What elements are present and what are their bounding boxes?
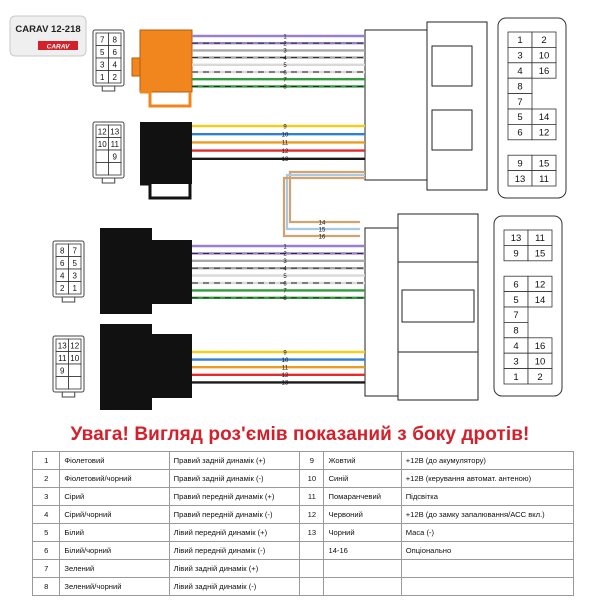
right-connector-pinouts — [494, 18, 566, 396]
pin-number: 3 — [100, 60, 105, 70]
pin-number: 1 — [513, 371, 519, 383]
legend-color2-cell: Червоний — [324, 506, 401, 524]
pin-number: 16 — [538, 66, 550, 77]
pin-number: 5 — [72, 258, 77, 268]
iso-plug-black-speaker — [100, 228, 192, 314]
wire-number-label: 15 — [318, 227, 326, 234]
wire-number-label: 4 — [283, 266, 287, 273]
legend-num2-cell: 11 — [300, 488, 324, 506]
pin-number: 9 — [513, 248, 519, 260]
legend-color-cell: Білий/чорний — [60, 542, 169, 560]
pin-number: 11 — [539, 173, 549, 185]
legend-color2-cell: Помаранчевий — [324, 488, 401, 506]
pin-number: 3 — [513, 356, 519, 368]
pinout-conn-d — [53, 336, 84, 397]
legend-num2-cell — [300, 542, 324, 560]
wire-number-label: 14 — [318, 220, 326, 227]
pin-number: 3 — [517, 50, 523, 62]
iso-plug-orange — [132, 30, 192, 106]
wire-number-label: 3 — [283, 259, 287, 266]
pin-number: 11 — [110, 139, 119, 149]
legend-row — [33, 524, 574, 542]
pin-number: 2 — [112, 72, 117, 82]
wire-number-label: 12 — [281, 373, 289, 380]
wire-number-label: 7 — [283, 77, 287, 84]
pinout-conn-b — [93, 122, 124, 183]
legend-num-cell: 8 — [33, 578, 60, 596]
wire-number-label: 2 — [283, 41, 287, 48]
legend-num2-cell: 13 — [300, 524, 324, 542]
wire-bundle — [192, 34, 365, 386]
wire-number-label: 1 — [283, 34, 287, 41]
pin-number: 9 — [60, 366, 65, 376]
legend-color-cell: Сірий/чорний — [60, 506, 169, 524]
legend-num2-cell — [300, 560, 324, 578]
legend-func-cell: Правий задній динамік (-) — [169, 470, 300, 488]
group-3-wires — [284, 172, 365, 240]
pin-number: 5 — [517, 112, 523, 124]
legend-func2-cell — [401, 560, 573, 578]
legend-num-cell: 7 — [33, 560, 60, 578]
pinout-vehicle-bottom — [494, 216, 562, 396]
wire-number-label: 8 — [283, 84, 287, 91]
vehicle-plug-top — [365, 22, 487, 190]
wire-number-label: 10 — [281, 357, 289, 364]
wire-number-label: 13 — [281, 157, 289, 164]
wire-number-label: 11 — [281, 365, 289, 372]
wire-legend-table — [32, 451, 574, 596]
wire-number-label: 8 — [283, 296, 287, 303]
pin-number: 7 — [517, 96, 523, 108]
wire-number-label: 9 — [283, 124, 287, 131]
pin-number: 11 — [535, 233, 545, 245]
legend-row — [33, 578, 574, 596]
legend-color2-cell: Жовтий — [324, 452, 401, 470]
pinout-conn-c — [53, 241, 84, 302]
pin-number: 7 — [513, 310, 519, 322]
legend-func-cell: Правий задній динамік (+) — [169, 452, 300, 470]
legend-color-cell: Сірий — [60, 488, 169, 506]
pin-number: 13 — [57, 341, 67, 351]
legend-num2-cell: 9 — [300, 452, 324, 470]
pin-number: 2 — [60, 283, 65, 293]
legend-color2-cell: Синій — [324, 470, 401, 488]
pin-number: 16 — [534, 341, 546, 352]
pin-number: 12 — [534, 279, 546, 291]
wire-number-label: 11 — [281, 140, 289, 147]
pin-number: 8 — [517, 81, 523, 93]
pin-number: 13 — [110, 127, 120, 137]
pin-number: 4 — [517, 66, 523, 77]
legend-func2-cell: +12В (до акумулятору) — [401, 452, 573, 470]
pinout-conn-a — [93, 30, 124, 91]
legend-func-cell: Лівий задній динамік (-) — [169, 578, 300, 596]
wire-number-label: 12 — [281, 148, 289, 155]
wire-14 — [290, 172, 365, 222]
legend-func2-cell — [401, 578, 573, 596]
legend-func-cell: Правий передній динамік (-) — [169, 506, 300, 524]
brand-logo: CARAV — [46, 43, 70, 51]
legend-color2-cell — [324, 560, 401, 578]
wire-number-label: 4 — [283, 55, 287, 62]
pin-number: 8 — [513, 325, 519, 337]
legend-color2-cell: Чорний — [324, 524, 401, 542]
wire-number-label: 5 — [283, 273, 287, 280]
pin-number: 10 — [70, 353, 80, 363]
wire-number-label: 7 — [283, 288, 287, 295]
wire-number-label: 9 — [283, 350, 287, 357]
pinout-vehicle-top — [498, 18, 566, 198]
pin-number: 10 — [97, 139, 107, 149]
pin-number: 5 — [513, 294, 519, 306]
legend-num-cell: 6 — [33, 542, 60, 560]
legend-row — [33, 506, 574, 524]
legend-num2-cell: 12 — [300, 506, 324, 524]
legend-row — [33, 470, 574, 488]
pin-number: 4 — [112, 60, 117, 70]
pin-number: 8 — [60, 246, 65, 256]
legend-color-cell: Білий — [60, 524, 169, 542]
pin-number: 7 — [72, 246, 77, 256]
model-text: CARAV 12-218 — [15, 24, 81, 35]
iso-plug-black-power — [100, 324, 192, 410]
wire-number-label: 2 — [283, 251, 287, 258]
pin-number: 12 — [538, 127, 550, 139]
pin-number: 6 — [60, 258, 65, 268]
pin-number: 1 — [100, 72, 105, 82]
legend-color-cell: Зелений — [60, 560, 169, 578]
pin-number: 6 — [513, 279, 519, 291]
pin-number: 4 — [513, 341, 519, 352]
legend-func2-cell: +12В (до замку запалювання/АСС вкл.) — [401, 506, 573, 524]
legend-row — [33, 488, 574, 506]
wire-number-label: 1 — [283, 244, 287, 251]
pin-number: 11 — [58, 353, 67, 363]
legend-func2-cell: Маса (-) — [401, 524, 573, 542]
legend-row — [33, 542, 574, 560]
legend-color-cell: Фіолетовий/чорний — [60, 470, 169, 488]
legend-func-cell: Лівий передній динамік (-) — [169, 542, 300, 560]
legend-color-cell: Фіолетовий — [60, 452, 169, 470]
legend-num-cell: 1 — [33, 452, 60, 470]
legend-color2-cell: 14-16 — [324, 542, 401, 560]
legend-func-cell: Правий передній динамік (+) — [169, 488, 300, 506]
pin-number: 10 — [534, 356, 546, 368]
legend-color2-cell — [324, 578, 401, 596]
pin-number: 14 — [534, 294, 546, 306]
pin-number: 4 — [60, 271, 65, 281]
pin-number: 7 — [100, 35, 105, 45]
wire-number-label: 6 — [283, 70, 287, 77]
pin-number: 5 — [100, 47, 105, 57]
wire-number-label: 5 — [283, 63, 287, 70]
legend-num-cell: 5 — [33, 524, 60, 542]
legend-row — [33, 452, 574, 470]
wire-number-label: 10 — [281, 132, 289, 139]
pin-number: 15 — [534, 248, 546, 260]
legend-func2-cell: Підсвітка — [401, 488, 573, 506]
vehicle-plug-bottom — [365, 214, 478, 400]
iso-plug-black-small — [140, 122, 192, 198]
legend-num-cell: 3 — [33, 488, 60, 506]
pin-number: 13 — [510, 233, 522, 245]
legend-num-cell: 4 — [33, 506, 60, 524]
wire-number-label: 16 — [318, 234, 326, 241]
pin-number: 2 — [541, 35, 547, 47]
pin-number: 1 — [517, 35, 523, 47]
legend-func2-cell: +12В (керування автомат. антеною) — [401, 470, 573, 488]
model-badge — [10, 16, 86, 56]
pin-number: 6 — [112, 47, 117, 57]
wire-number-label: 6 — [283, 281, 287, 288]
group-4-wires — [192, 244, 365, 302]
legend-row — [33, 560, 574, 578]
pin-number: 10 — [538, 50, 550, 62]
pin-number: 13 — [514, 173, 526, 185]
group-1-wires — [192, 34, 365, 90]
warning-text: Увага! Вигляд роз'ємів показаний з боку дротів! — [70, 424, 530, 445]
legend-num-cell: 2 — [33, 470, 60, 488]
pin-number: 9 — [517, 158, 523, 170]
pin-number: 12 — [97, 127, 107, 137]
pin-number: 12 — [70, 341, 80, 351]
legend-color-cell: Зелений/чорний — [60, 578, 169, 596]
pin-number: 2 — [537, 371, 543, 383]
legend-func-cell: Лівий передній динамік (+) — [169, 524, 300, 542]
pin-number: 14 — [538, 112, 550, 124]
legend-func-cell: Лівий задній динамік (+) — [169, 560, 300, 578]
legend-func2-cell: Опціонально — [401, 542, 573, 560]
wire-number-label: 3 — [283, 48, 287, 55]
group-2-wires — [192, 124, 365, 163]
wire-number-label: 13 — [281, 380, 289, 387]
legend-num2-cell — [300, 578, 324, 596]
legend-num2-cell: 10 — [300, 470, 324, 488]
pin-number: 3 — [72, 271, 77, 281]
pin-number: 1 — [72, 283, 77, 293]
pin-number: 9 — [112, 152, 117, 162]
group-5-wires — [192, 350, 365, 386]
pin-number: 6 — [517, 127, 523, 139]
pin-number: 15 — [538, 158, 550, 170]
pin-number: 8 — [112, 35, 117, 45]
